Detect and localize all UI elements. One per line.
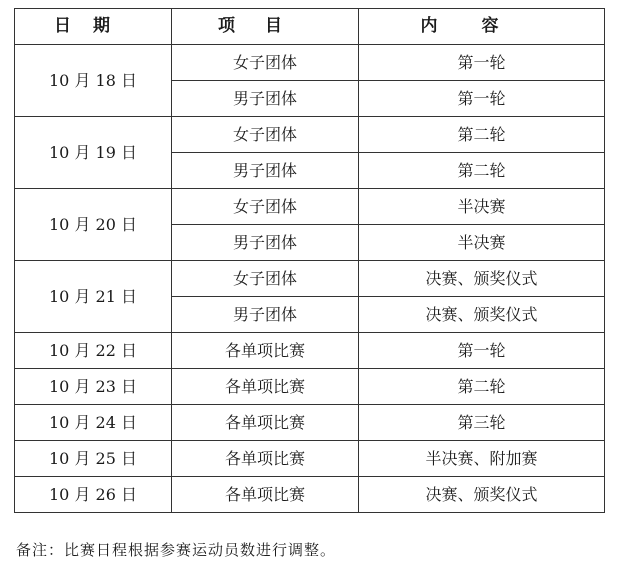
table-row bbox=[15, 405, 605, 441]
content-cell: 第一轮 bbox=[359, 81, 605, 117]
item-cell: 各单项比赛 bbox=[172, 369, 359, 405]
table-row bbox=[15, 261, 605, 297]
header-row bbox=[15, 9, 605, 45]
date-cell: 10 月 25 日 bbox=[15, 441, 172, 477]
item-cell: 各单项比赛 bbox=[172, 477, 359, 513]
date-cell: 10 月 24 日 bbox=[15, 405, 172, 441]
date-cell: 10 月 22 日 bbox=[15, 333, 172, 369]
content-cell: 半决赛 bbox=[359, 189, 605, 225]
content-cell: 第二轮 bbox=[359, 153, 605, 189]
item-cell: 男子团体 bbox=[172, 81, 359, 117]
table-row bbox=[15, 441, 605, 477]
item-cell: 男子团体 bbox=[172, 297, 359, 333]
content-cell: 第一轮 bbox=[359, 45, 605, 81]
date-cell: 10 月 26 日 bbox=[15, 477, 172, 513]
item-cell: 各单项比赛 bbox=[172, 333, 359, 369]
date-cell: 10 月 18 日 bbox=[15, 45, 172, 117]
content-cell: 半决赛 bbox=[359, 225, 605, 261]
date-cell: 10 月 23 日 bbox=[15, 369, 172, 405]
content-cell: 决赛、颁奖仪式 bbox=[359, 477, 605, 513]
header-content: 内容 bbox=[359, 9, 605, 45]
date-cell: 10 月 21 日 bbox=[15, 261, 172, 333]
content-cell: 第二轮 bbox=[359, 117, 605, 153]
item-cell: 女子团体 bbox=[172, 45, 359, 81]
table-row bbox=[15, 45, 605, 81]
footnote: 备注：比赛日程根据参赛运动员数进行调整。 bbox=[16, 541, 337, 559]
date-cell: 10 月 19 日 bbox=[15, 117, 172, 189]
item-cell: 各单项比赛 bbox=[172, 405, 359, 441]
date-cell: 10 月 20 日 bbox=[15, 189, 172, 261]
content-cell: 第一轮 bbox=[359, 333, 605, 369]
schedule-sheet bbox=[14, 8, 604, 513]
table-row bbox=[15, 189, 605, 225]
table-row bbox=[15, 477, 605, 513]
table-row bbox=[15, 117, 605, 153]
item-cell: 女子团体 bbox=[172, 117, 359, 153]
item-cell: 女子团体 bbox=[172, 261, 359, 297]
item-cell: 各单项比赛 bbox=[172, 441, 359, 477]
content-cell: 决赛、颁奖仪式 bbox=[359, 261, 605, 297]
table-row bbox=[15, 369, 605, 405]
content-cell: 半决赛、附加赛 bbox=[359, 441, 605, 477]
content-cell: 决赛、颁奖仪式 bbox=[359, 297, 605, 333]
content-cell: 第三轮 bbox=[359, 405, 605, 441]
table-row bbox=[15, 333, 605, 369]
item-cell: 男子团体 bbox=[172, 153, 359, 189]
schedule-table bbox=[14, 8, 605, 513]
content-cell: 第二轮 bbox=[359, 369, 605, 405]
header-date: 日期 bbox=[15, 9, 172, 45]
item-cell: 男子团体 bbox=[172, 225, 359, 261]
header-item: 项目 bbox=[172, 9, 359, 45]
item-cell: 女子团体 bbox=[172, 189, 359, 225]
